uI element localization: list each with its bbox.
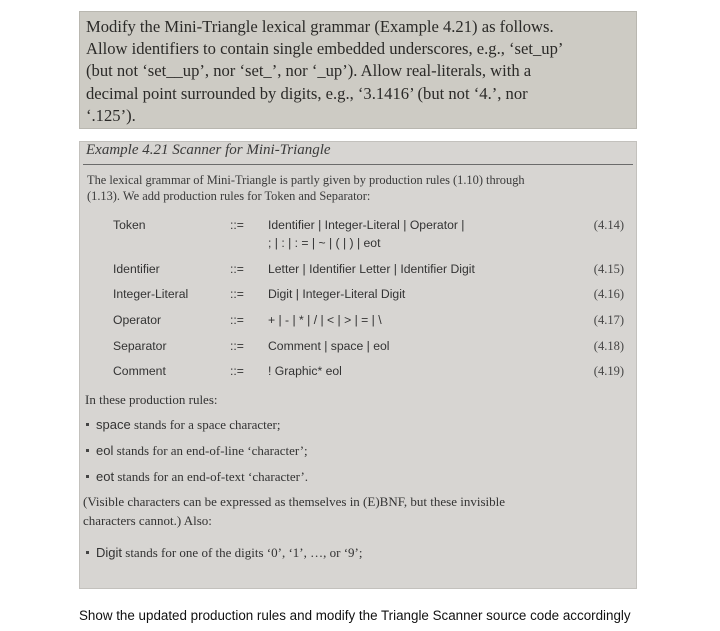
- production-rule-comment: [80, 364, 636, 382]
- rule-define: ::=: [230, 262, 244, 276]
- rule-rhs: Digit | Integer-Literal Digit: [268, 287, 406, 301]
- intro-line: (1.13). We add production rules for Token and Separator:: [87, 189, 371, 203]
- title-divider: [83, 164, 633, 165]
- bullet-dot: [86, 423, 89, 426]
- production-rule-token: [80, 218, 636, 250]
- bullet-text: stands for an end-of-text ‘character’.: [114, 469, 309, 484]
- rule-define: ::=: [230, 339, 244, 353]
- rule-define: ::=: [230, 364, 244, 378]
- bullet-term: Digit: [96, 545, 123, 560]
- bullet-dot: [86, 551, 89, 554]
- exercise-line: (but not ‘set__up’, nor ‘set_’, nor ‘_up’). Allow real-literals, with a: [86, 61, 532, 81]
- rule-nonterminal: Operator: [113, 313, 162, 327]
- note-paragraph: [83, 492, 629, 530]
- rule-define: ::=: [230, 313, 244, 327]
- bullet-item: [86, 417, 280, 433]
- bullet-term: eot: [96, 469, 115, 484]
- production-rule-identifier: [80, 262, 636, 280]
- rule-nonterminal: Integer-Literal: [113, 287, 189, 301]
- rule-number: (4.17): [593, 313, 624, 327]
- note-line: characters cannot.) Also:: [83, 513, 212, 528]
- exercise-line: decimal point surrounded by digits, e.g., ‘3.1416’ (but not ‘4.’, nor: [86, 83, 528, 103]
- example-intro: [87, 172, 627, 204]
- rule-nonterminal: Identifier: [113, 262, 160, 276]
- rule-nonterminal: Comment: [113, 364, 166, 378]
- bullet-dot: [86, 475, 89, 478]
- bullet-term: space: [96, 417, 131, 432]
- bullet-text: stands for an end-of-line ‘character’;: [113, 443, 308, 458]
- bullet-text: stands for one of the digits ‘0’, ‘1’, …, or ‘9’;: [122, 545, 363, 560]
- exercise-line: ‘.125’).: [86, 105, 136, 125]
- digit-bullet: [86, 545, 362, 561]
- rule-rhs: + | - | * | / | < | > | = | \: [268, 313, 382, 327]
- bullet-item: [86, 469, 308, 485]
- example-title: Example 4.21 Scanner for Mini-Triangle: [86, 142, 331, 158]
- rule-rhs: Comment | space | eol: [268, 339, 390, 353]
- note-line: (Visible characters can be expressed as themselves in (E)BNF, but these invisible: [83, 494, 505, 509]
- rule-rhs: Letter | Identifier Letter | Identifier Digit: [268, 262, 475, 276]
- rule-define: ::=: [230, 287, 244, 301]
- exercise-photo: [79, 11, 637, 129]
- production-rule-integer-literal: [80, 287, 636, 305]
- bullet-text: stands for a space character;: [130, 417, 281, 432]
- rule-define: ::=: [230, 218, 244, 232]
- bullet-item: [86, 443, 308, 459]
- example-photo: [79, 141, 637, 589]
- rule-number: (4.18): [593, 339, 624, 353]
- intro-line: The lexical grammar of Mini-Triangle is partly given by production rules (1.10) through: [87, 173, 525, 187]
- rule-number: (4.19): [593, 364, 624, 378]
- rule-nonterminal: Separator: [113, 339, 167, 353]
- bullet-term: eol: [96, 443, 114, 458]
- exercise-text: [86, 16, 630, 127]
- rule-number: (4.16): [593, 287, 624, 301]
- rule-nonterminal: Token: [113, 218, 146, 232]
- production-rule-separator: [80, 339, 636, 357]
- rules-intro: In these production rules:: [85, 392, 218, 407]
- exercise-line: Allow identifiers to contain single embedded underscores, e.g., ‘set_up’: [86, 39, 564, 59]
- exercise-line: Modify the Mini-Triangle lexical grammar (Example 4.21) as follows.: [86, 17, 554, 36]
- rule-rhs-continued: ; | : | : = | ~ | ( | ) | eot: [268, 236, 381, 250]
- rule-number: (4.15): [593, 262, 624, 276]
- rule-number: (4.14): [593, 218, 624, 232]
- rule-rhs: Identifier | Integer-Literal | Operator |: [268, 218, 465, 232]
- production-rule-operator: [80, 313, 636, 331]
- rule-rhs: ! Graphic* eol: [268, 364, 342, 378]
- question-caption: Show the updated production rules and modify the Triangle Scanner source code accordingly: [79, 608, 631, 623]
- bullet-dot: [86, 449, 89, 452]
